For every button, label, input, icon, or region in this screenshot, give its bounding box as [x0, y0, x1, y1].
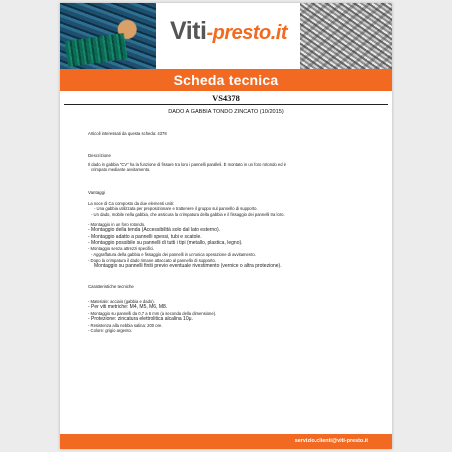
list-item: - Montaggio della tenda (Accessibilità solo dal lato esterno). [88, 227, 221, 234]
list-item: Montaggio su pannelli finiti previo eventuale rivestimento (vernice o altra protezione). [94, 263, 282, 270]
list-item: - Dopo la crimpatura il dado rimane attaccato al pannello di supporto. [88, 257, 217, 263]
list-item: - Montaggio senza attrezzi specifici. [88, 246, 155, 252]
header-banner [60, 3, 392, 69]
footer-bar [60, 434, 392, 449]
spec-item: - Resistenza alla nebbia salina: 200 ore. [88, 322, 163, 328]
spec-item: - Colore: grigio argento. [88, 328, 132, 334]
banner-title: Scheda tecnica [60, 69, 392, 91]
description-heading: Descrizione [88, 152, 111, 158]
specs-heading: Caratteristiche tecniche [88, 283, 134, 289]
list-item: - Un dado, mobile nella gabbia, che assicura la crimpatura della gabbia e il fissaggio dei pannelli tra loro. [91, 211, 285, 217]
description-line: crimpato mediante avvitamento. [91, 167, 151, 173]
tools-photo [60, 3, 156, 69]
list-item: - Montaggio in un foro rotondo. [88, 221, 146, 227]
product-code: VS4378 [212, 93, 240, 103]
datasheet-page [60, 3, 392, 449]
divider [64, 104, 388, 105]
advantages-intro: La noce di Ca composto da due elementi uniti: [88, 200, 175, 206]
list-item: - Aggraffatura della gabbia e fissaggio dei pannelli in un'unica operazione di avvitamento. [91, 251, 256, 257]
screws-photo [300, 3, 392, 69]
logo-accent: -presto.it [206, 22, 288, 44]
site-logo[interactable] [170, 17, 287, 46]
description-line: Il dado in gabbia "CV" ha la funzione di fissare tra loro i pannelli paralleli. È montato in un foro rotondo ed è [88, 161, 287, 167]
advantages-heading: Vantaggi [88, 189, 106, 195]
spec-item: - Materiale: acciaio (gabbia e dado). [88, 298, 155, 304]
list-item: - Montaggio possibile su pannelli di tutti i tipi (metallo, plastica, legno). [88, 239, 243, 246]
spec-item: - Per viti metriche: M4, M5, M6, M8. [88, 304, 168, 311]
spec-item: - Protezione: zincatura elettrolitica alcalina 10μ. [88, 316, 193, 323]
sheet-content [88, 131, 378, 334]
contact-email-link[interactable]: servizio.clienti@viti-presto.it [294, 438, 368, 444]
list-item: - Una gabbia utilizzata per preposizionare e trattenere il gruppo sul pannello di supporto. [94, 206, 258, 212]
product-title: DADO A GABBIA TONDO ZINCATO (10/2015) [168, 109, 284, 115]
spec-item: - Montaggio su pannelli da 0,7 a 6 mm (a seconda della dimensione). [88, 310, 217, 316]
articles-line: Articoli interessati da questa scheda: 4378 [88, 131, 167, 136]
logo-main: Viti [170, 17, 207, 45]
list-item: - Montaggio adatto a pannelli spessi, tubi e scatole. [88, 233, 202, 240]
